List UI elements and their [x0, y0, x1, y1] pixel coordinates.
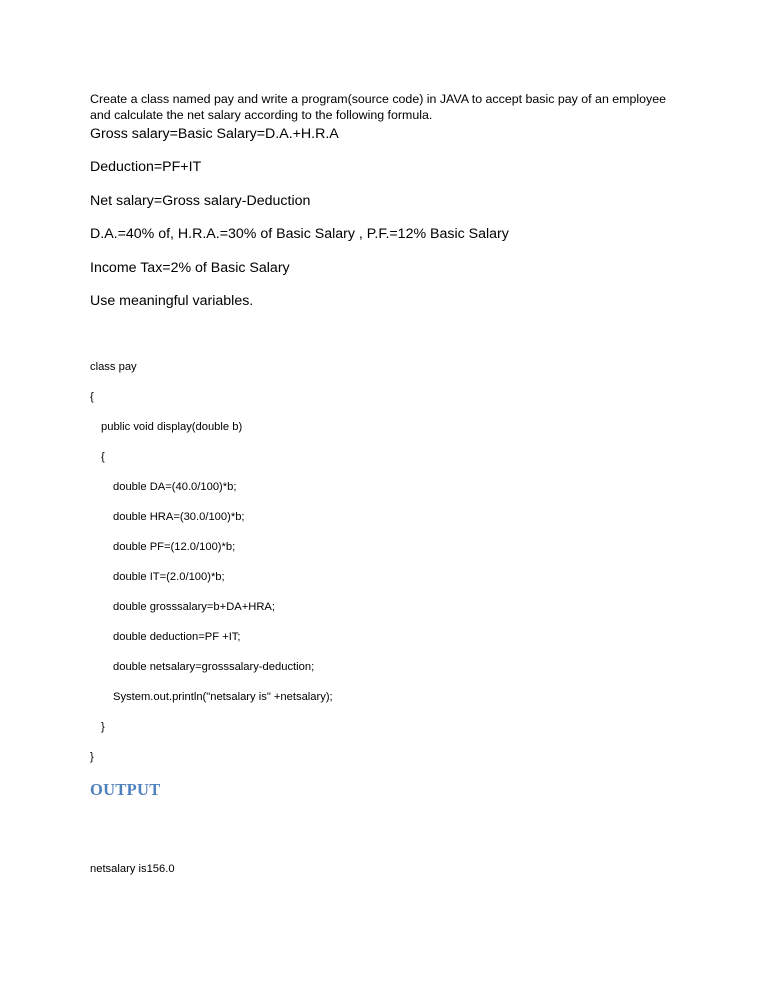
formula-net-salary: Net salary=Gross salary-Deduction	[90, 193, 311, 209]
code-line: {	[90, 391, 94, 403]
formula-percentages: D.A.=40% of, H.R.A.=30% of Basic Salary , P.F.=12% Basic Salary	[90, 226, 509, 242]
code-line: }	[90, 751, 94, 763]
code-line: public void display(double b)	[101, 421, 243, 433]
code-line: class pay	[90, 361, 137, 373]
code-line: double DA=(40.0/100)*b;	[113, 481, 237, 493]
problem-line-2: and calculate the net salary according to the following formula.	[90, 108, 433, 122]
code-line: double netsalary=grosssalary-deduction;	[113, 661, 315, 673]
instruction-meaningful-variables: Use meaningful variables.	[90, 293, 254, 309]
formula-deduction: Deduction=PF+IT	[90, 159, 202, 175]
problem-line-1: Create a class named pay and write a program(source code) in JAVA to accept basic pay of an employee	[90, 92, 667, 106]
formula-gross-salary: Gross salary=Basic Salary=D.A.+H.R.A	[90, 126, 339, 142]
code-line: double grosssalary=b+DA+HRA;	[113, 601, 275, 613]
code-line: double deduction=PF +IT;	[113, 631, 241, 643]
code-line: }	[101, 721, 105, 733]
code-line: double HRA=(30.0/100)*b;	[113, 511, 245, 523]
code-line: double PF=(12.0/100)*b;	[113, 541, 236, 553]
code-line: double IT=(2.0/100)*b;	[113, 571, 225, 583]
output-heading: OUTPUT	[90, 780, 161, 799]
program-output: netsalary is156.0	[90, 863, 175, 875]
code-line: {	[101, 451, 105, 463]
formula-income-tax: Income Tax=2% of Basic Salary	[90, 260, 290, 276]
code-line: System.out.println("netsalary is" +netsalary);	[113, 691, 333, 703]
problem-statement	[90, 91, 690, 123]
